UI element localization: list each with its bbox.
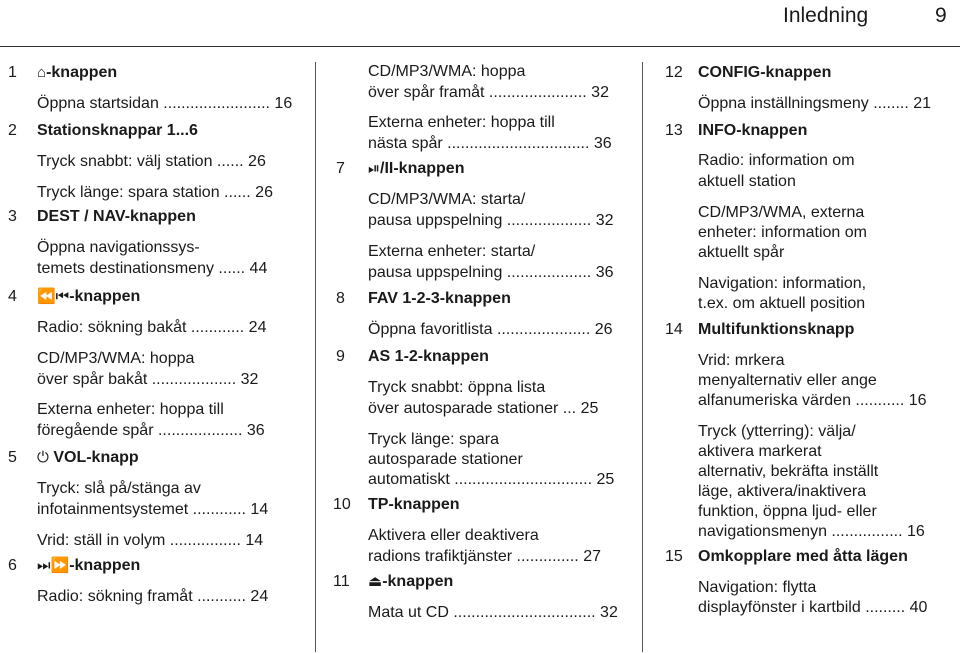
text-line: läge, aktivera/inaktivera: [698, 483, 867, 500]
text-line: Externa enheter: hoppa till: [37, 401, 224, 418]
item-number: 3: [8, 208, 17, 225]
item-number: 5: [8, 449, 17, 466]
text-line: Öppna navigationssys-: [37, 239, 200, 256]
text-line: Tryck: slå på/stänga av: [37, 480, 201, 497]
item-heading: FAV 1-2-3-knappen: [368, 290, 511, 307]
text-line: Navigation: flytta: [698, 579, 817, 596]
text-line: t.ex. om aktuell position: [698, 295, 866, 312]
seek-back-icon: ⏪⏮: [37, 288, 70, 305]
column-divider: [642, 62, 643, 652]
item-number: 14: [665, 321, 683, 338]
text-line: Tryck snabbt: öppna lista: [368, 379, 546, 396]
item-heading: TP-knappen: [368, 496, 460, 513]
text-line: Externa enheter: starta/: [368, 243, 536, 260]
text-line: föregående spår ................... 36: [37, 422, 265, 439]
item-number: 15: [665, 548, 683, 565]
item-number: 9: [336, 348, 345, 365]
item-heading: Multifunktionsknapp: [698, 321, 855, 338]
text-line: CD/MP3/WMA, externa: [698, 204, 865, 221]
text-line: Vrid: ställ in volym ................ 14: [37, 532, 264, 549]
text-line: Tryck snabbt: välj station ...... 26: [37, 153, 266, 170]
text-line: Öppna favoritlista ..................... 26: [368, 321, 613, 338]
item-heading: ⏯/II-knappen: [368, 160, 465, 177]
text-line: över spår framåt ...................... 32: [368, 84, 609, 101]
text-line: temets destinationsmeny ...... 44: [37, 260, 268, 277]
item-heading: ⌂-knappen: [37, 64, 118, 81]
text-line: över autosparade stationer ... 25: [368, 400, 599, 417]
home-icon: ⌂: [37, 64, 47, 81]
item-number: 1: [8, 64, 17, 81]
column-divider: [315, 62, 316, 652]
text-line: CD/MP3/WMA: hoppa: [368, 63, 526, 80]
text-line: enheter: information om: [698, 224, 867, 241]
play-pause-icon: ⏯: [368, 160, 381, 177]
text-line: Navigation: information,: [698, 275, 867, 292]
item-number: 10: [333, 496, 351, 513]
seek-forward-icon: ⏭⏩: [37, 557, 70, 574]
text-line: automatiskt ............................... 25: [368, 471, 615, 488]
text-line: Öppna startsidan ........................ 16: [37, 95, 293, 112]
item-heading: ⏭⏩-knappen: [37, 557, 141, 574]
item-heading: Omkopplare med åtta lägen: [698, 548, 908, 565]
item-heading: CONFIG-knappen: [698, 64, 832, 81]
item-number: 11: [333, 573, 350, 590]
text-line: displayfönster i kartbild ......... 40: [698, 599, 928, 616]
text-line: CD/MP3/WMA: hoppa: [37, 350, 195, 367]
text-line: aktivera markerat: [698, 443, 822, 460]
text-line: Öppna inställningsmeny ........ 21: [698, 95, 932, 112]
item-number: 2: [8, 122, 17, 139]
text-line: Radio: sökning bakåt ............ 24: [37, 319, 267, 336]
text-line: Radio: information om: [698, 152, 855, 169]
item-heading: AS 1-2-knappen: [368, 348, 489, 365]
item-number: 13: [665, 122, 683, 139]
text-line: Mata ut CD ................................ 32: [368, 604, 618, 621]
item-heading: ⏻ VOL-knapp: [37, 449, 139, 466]
text-line: nästa spår ................................ 36: [368, 135, 612, 152]
text-line: CD/MP3/WMA: starta/: [368, 191, 526, 208]
text-line: autosparade stationer: [368, 451, 523, 468]
text-line: menyalternativ eller ange: [698, 372, 877, 389]
eject-icon: ⏏: [368, 573, 383, 590]
item-heading: DEST / NAV-knappen: [37, 208, 196, 225]
header-divider: [0, 46, 960, 47]
item-heading: ⏏-knappen: [368, 573, 454, 590]
text-line: navigationsmenyn ................ 16: [698, 523, 925, 540]
text-line: aktuell station: [698, 173, 796, 190]
text-line: Externa enheter: hoppa till: [368, 114, 555, 131]
item-number: 4: [8, 288, 17, 305]
item-number: 7: [336, 160, 345, 177]
text-line: Tryck (ytterring): välja/: [698, 423, 856, 440]
text-line: pausa uppspelning ................... 36: [368, 264, 614, 281]
text-line: alfanumeriska värden ........... 16: [698, 392, 927, 409]
chapter-title: Inledning: [783, 4, 869, 27]
text-line: Tryck länge: spara station ...... 26: [37, 184, 273, 201]
text-line: radions trafiktjänster .............. 27: [368, 548, 601, 565]
text-line: Vrid: mrkera: [698, 352, 785, 369]
text-line: över spår bakåt ................... 32: [37, 371, 259, 388]
power-icon: ⏻: [37, 449, 49, 466]
text-line: infotainmentsystemet ............ 14: [37, 501, 269, 518]
item-number: 12: [665, 64, 683, 81]
text-line: alternativ, bekräfta inställt: [698, 463, 879, 480]
item-heading: Stationsknappar 1...6: [37, 122, 198, 139]
item-number: 6: [8, 557, 17, 574]
text-line: funktion, öppna ljud- eller: [698, 503, 877, 520]
text-line: Radio: sökning framåt ........... 24: [37, 588, 269, 605]
page-number: 9: [935, 4, 947, 27]
item-heading: INFO-knappen: [698, 122, 808, 139]
text-line: Aktivera eller deaktivera: [368, 527, 539, 544]
item-heading: ⏪⏮-knappen: [37, 288, 141, 305]
text-line: pausa uppspelning ................... 32: [368, 212, 614, 229]
item-number: 8: [336, 290, 345, 307]
text-line: Tryck länge: spara: [368, 431, 500, 448]
text-line: aktuellt spår: [698, 244, 785, 261]
